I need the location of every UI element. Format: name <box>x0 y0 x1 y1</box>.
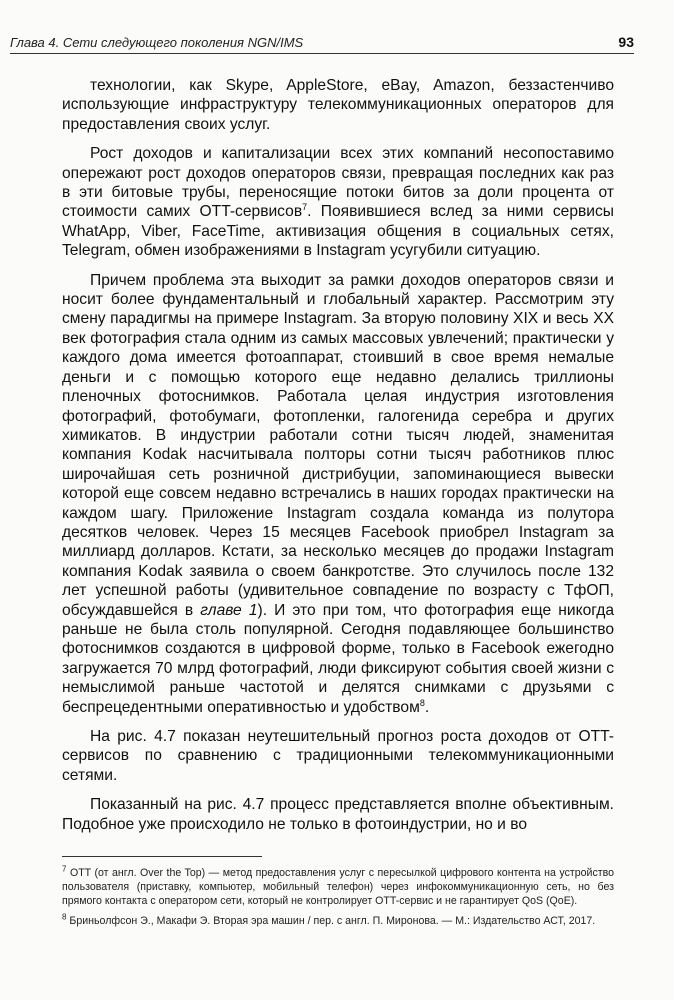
main-text <box>62 76 614 844</box>
paragraph-text: . <box>424 698 430 716</box>
paragraph-2 <box>62 144 614 260</box>
paragraph-5 <box>62 795 614 834</box>
paragraph-text: ). И это при том, что фотография еще никогда раньше не была столь популярной. Сегодня подавляющее большинство фотоснимков создаются в цифровой форме, только в Facebook ежегодно загружается 70 млрд фотографий, люди фиксируют события своей жизни с немыслимой раньше частотой и делятся снимками с друзьями с беспрецедентными оперативностью и удобством <box>62 601 614 716</box>
footnote-divider <box>62 856 262 857</box>
paragraph-text: . Появившиеся вслед за ними сервисы WhatApp, Viber, FaceTime, активизация общения в социальных сетях, Telegram, обмен изображениями в Instagram усугубили ситуацию. <box>62 203 614 260</box>
footnote-ref-7: 7 <box>302 202 308 213</box>
paragraph-text: Рост доходов и капитализации всех этих компаний несопоставимо опережают рост доходов операторов связи, превращая последних как раз в эти битовые трубы, переносящие потоки битов за доли процента от стоимости самих OTT-сервисов <box>62 145 614 221</box>
paragraph-3 <box>62 271 614 717</box>
footnote-number: 7 <box>62 864 67 874</box>
chapter-reference: главе 1 <box>200 601 258 619</box>
paragraph-text: На рис. 4.7 показан неутешительный прогноз роста доходов от OTT-сервисов по сравнению с традиционными телекоммуникационными сетями. <box>62 728 614 784</box>
page-number: 93 <box>618 34 634 50</box>
paragraph-1 <box>62 76 614 134</box>
paragraph-text: Показанный на рис. 4.7 процесс представляется вполне объективным. Подобное уже происходило не только в фотоиндустрии, но и во <box>62 796 614 833</box>
running-header <box>10 34 634 54</box>
chapter-title: Глава 4. Сети следующего поколения NGN/IMS <box>10 35 304 50</box>
footnote-number: 8 <box>62 912 67 922</box>
footnote-text: OTT (от англ. Over the Top) — метод предоставления услуг с пересылкой цифрового контента на устройство пользователя (приставку, компьютер, мобильный телефон) через инфокоммуникационную сеть, но без прямого контакта с оператором сети, который не контролирует OTT-сервис и не гарантирует QoS (QoE). <box>62 867 614 907</box>
footnote-7 <box>62 866 614 908</box>
paragraph-4 <box>62 727 614 785</box>
footnotes <box>62 866 614 934</box>
footnote-ref-8: 8 <box>419 697 425 708</box>
paragraph-text: технологии, как Skype, AppleStore, eBay, Amazon, беззастенчиво использующие инфраструктуру телекоммуникационных операторов для предоставления своих услуг. <box>62 77 614 133</box>
paragraph-text: Причем проблема эта выходит за рамки доходов операторов связи и носит более фундаментальный и глобальный характер. Рассмотрим эту смену парадигмы на примере Instagram. За вторую половину XIX и весь XX век фотография стала одним из самых массовых увлечений; практически у каждого дома имеется фотоаппарат, стоивший в свое время немалые деньги и с помощью которого еще недавно делались триллионы пленочных фотоснимков. Работала целая индустрия изготовления фотографий, фотобумаги, фотопленки, галогенида серебра и других химикатов. В индустрии работали сотни тысяч людей, знаменитая компания Kodak насчитывала полторы сотни тысяч работников плюс широчайшая сеть розничной дистрибуции, запоминающиеся вывески которой еще совсем недавно встречались в наших городах практически на каждом шагу. Приложение Instagram создала команда из полутора десятков человек. Через 15 месяцев Facebook приобрел Instagram за миллиард долларов. Кстати, за несколько месяцев до продажи Instagram компания Kodak заявила о своем банкротстве. Это случилось после 132 лет успешной работы (удивительное совпадение по возрасту с ТфОП, обсуждавшейся в <box>62 271 614 619</box>
footnote-8 <box>62 914 614 928</box>
footnote-text: Бриньолфсон Э., Макафи Э. Вторая эра машин / пер. с англ. П. Миронова. — М.: Издательство АСТ, 2017. <box>69 915 596 927</box>
